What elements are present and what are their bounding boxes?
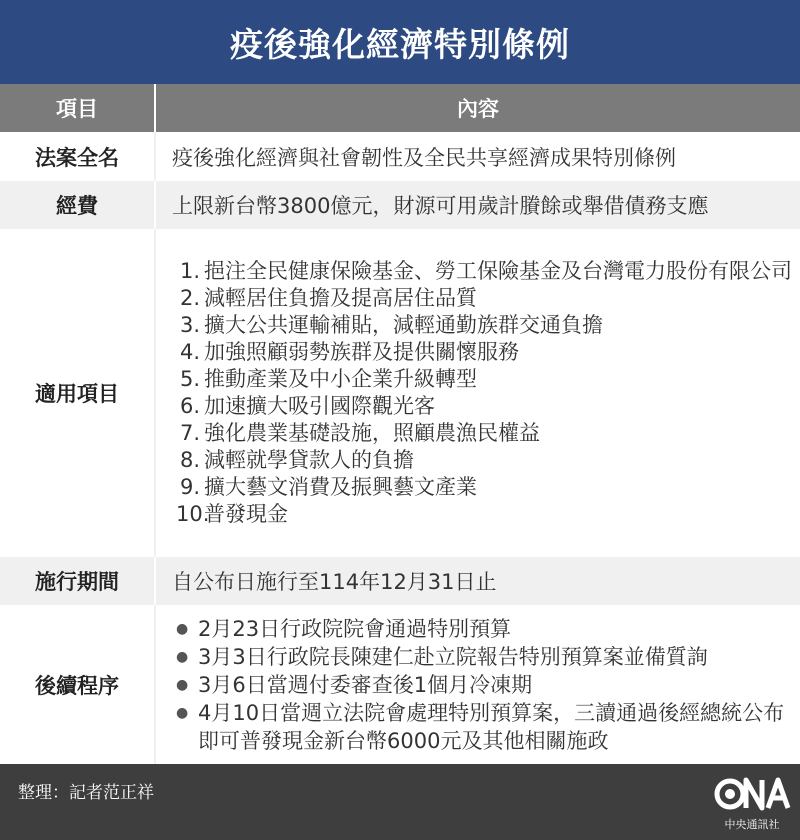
item-text: 2月23日行政院院會通過特別預算 (198, 616, 512, 641)
list-item (176, 258, 800, 285)
row-budget (0, 181, 800, 229)
row-value: 上限新台幣3800億元，財源可用歲計賸餘或舉借債務支應 (154, 181, 800, 229)
table-header-row (0, 84, 800, 132)
row-bill-name (0, 132, 800, 181)
item-text: 加速擴大吸引國際觀光客 (204, 394, 435, 418)
bullet-icon: ● (176, 648, 189, 665)
bullet-icon: ● (176, 704, 189, 721)
item-number: 2. (179, 286, 200, 310)
info-table (0, 84, 800, 764)
header-item: 項目 (56, 97, 98, 121)
item-text: 加強照顧弱勢族群及提供關懷服務 (204, 340, 519, 364)
item-text: 推動產業及中小企業升級轉型 (204, 367, 477, 391)
page-title: 疫後強化經濟特別條例 (230, 24, 570, 64)
item-number: 5. (179, 367, 200, 391)
row-label: 經費 (56, 194, 98, 218)
item-number: 9. (179, 475, 200, 499)
item-text: 擴大藝文消費及振興藝文產業 (204, 475, 477, 499)
list-item (176, 312, 800, 339)
list-item (176, 474, 800, 501)
list-item (176, 285, 800, 312)
header-content: 內容 (154, 84, 800, 132)
item-number: 10. (176, 502, 210, 526)
list-item (176, 671, 800, 699)
bullet-icon: ● (176, 620, 189, 637)
row-label: 適用項目 (35, 382, 119, 406)
row-label: 後續程序 (35, 673, 119, 698)
cna-logo-icon (712, 774, 792, 814)
footer (0, 764, 800, 840)
item-number: 8. (179, 448, 200, 472)
list-item (176, 447, 800, 474)
list-item (176, 420, 800, 447)
list-item (176, 699, 800, 755)
list-item (176, 366, 800, 393)
row-value (154, 605, 800, 764)
cna-logo (712, 770, 792, 834)
item-number: 7. (179, 421, 200, 445)
row-period (0, 557, 800, 605)
list-item (176, 643, 800, 671)
row-value (154, 229, 800, 557)
row-applicable-items (0, 229, 800, 557)
logo-text: 中央通訊社 (724, 818, 780, 831)
list-item (176, 615, 800, 643)
row-follow-up (0, 605, 800, 764)
title-banner (0, 0, 800, 84)
item-number: 4. (179, 340, 200, 364)
row-label: 施行期間 (35, 570, 119, 594)
item-text: 3月6日當週付委審查後1個月冷凍期 (198, 672, 533, 697)
row-value: 疫後強化經濟與社會韌性及全民共享經濟成果特別條例 (154, 132, 800, 181)
row-label: 法案全名 (35, 145, 119, 170)
list-item (176, 393, 800, 420)
item-text: 挹注全民健康保險基金、勞工保險基金及台灣電力股份有限公司 (204, 259, 792, 283)
item-text: 4月10日當週立法院會處理特別預算案，三讀通過後經總統公布即可普發現金新台幣6000元及其他相關施政 (198, 700, 785, 753)
list-item (176, 501, 800, 528)
applicable-items-list (172, 258, 800, 528)
item-text: 減輕居住負擔及提高居住品質 (204, 286, 477, 310)
follow-up-list (172, 615, 800, 755)
row-value: 自公布日施行至114年12月31日止 (154, 557, 800, 605)
item-text: 擴大公共運輸補貼，減輕通勤族群交通負擔 (204, 313, 603, 337)
list-item (176, 339, 800, 366)
item-text: 3月3日行政院長陳建仁赴立院報告特別預算案並備質詢 (198, 644, 708, 669)
item-text: 減輕就學貸款人的負擔 (204, 448, 414, 472)
item-number: 3. (179, 313, 200, 337)
item-text: 強化農業基礎設施，照顧農漁民權益 (204, 421, 540, 445)
credit-text: 整理：記者范正祥 (18, 783, 154, 803)
item-number: 6. (179, 394, 200, 418)
bullet-icon: ● (176, 676, 189, 693)
item-text: 普發現金 (204, 502, 288, 526)
item-number: 1. (179, 259, 200, 283)
